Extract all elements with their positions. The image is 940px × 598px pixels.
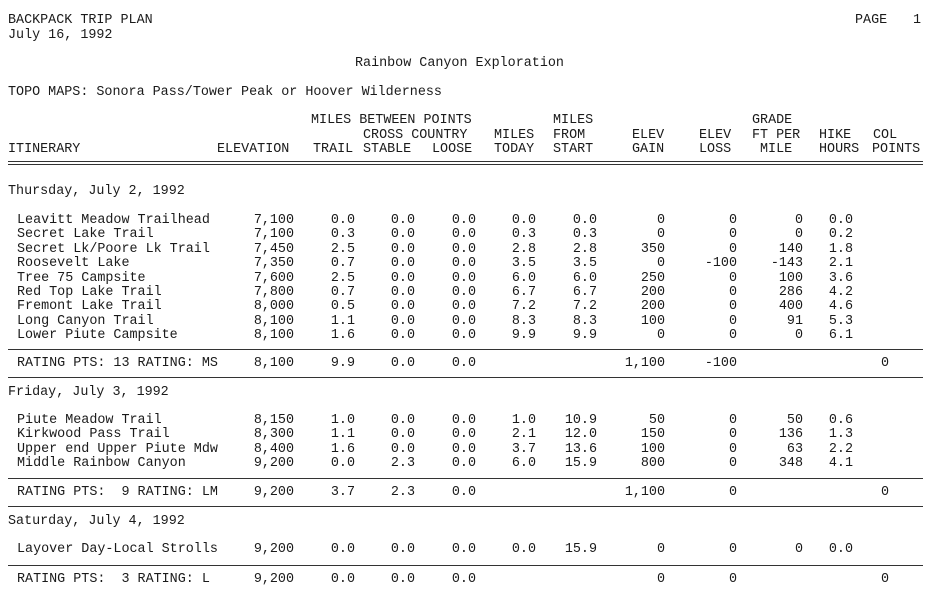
cell-elev-loss: 0 [728, 299, 737, 314]
cell-loose: 0.0 [451, 299, 476, 314]
cell-elevation: 7,600 [253, 271, 294, 286]
cell-hike-hours: 4.6 [828, 299, 853, 314]
col-grade-1: GRADE [752, 113, 793, 128]
waypoint-name: Tree 75 Campsite [17, 271, 146, 286]
cell-elev-loss: 0 [728, 442, 737, 457]
cell-elev-loss: 0 [728, 242, 737, 257]
cell-stable: 0.0 [390, 442, 415, 457]
cell-miles-today: 0.3 [511, 227, 536, 242]
summary-loose: 0.0 [451, 356, 476, 371]
summary-loose: 0.0 [451, 485, 476, 500]
cell-elev-gain: 800 [640, 456, 665, 471]
cell-elevation: 7,350 [253, 256, 294, 271]
header-divider [8, 161, 923, 165]
summary-elev-gain: 1,100 [624, 356, 665, 371]
cell-trail: 1.1 [330, 314, 355, 329]
cell-grade: 63 [786, 442, 803, 457]
cell-hike-hours: 1.8 [828, 242, 853, 257]
cell-trail: 0.5 [330, 299, 355, 314]
cell-elev-gain: 200 [640, 299, 665, 314]
cell-elevation: 8,300 [253, 427, 294, 442]
cell-stable: 0.0 [390, 542, 415, 557]
summary-divider [8, 349, 923, 350]
summary-trail: 9.9 [330, 356, 355, 371]
cell-trail: 0.7 [330, 285, 355, 300]
waypoint-name: Red Top Lake Trail [17, 285, 162, 300]
summary-trail: 3.7 [330, 485, 355, 500]
summary-elev-loss: -100 [704, 356, 737, 371]
summary-col-points: 0 [880, 572, 889, 587]
cell-loose: 0.0 [451, 456, 476, 471]
cell-stable: 0.0 [390, 328, 415, 343]
cell-grade: 136 [778, 427, 803, 442]
waypoint-name: Fremont Lake Trail [17, 299, 162, 314]
cell-miles-from-start: 0.3 [572, 227, 597, 242]
cell-miles-from-start: 6.7 [572, 285, 597, 300]
cell-grade: 0 [794, 542, 803, 557]
cell-stable: 0.0 [390, 285, 415, 300]
col-grade-3: MILE [760, 142, 793, 157]
cell-elev-loss: 0 [728, 213, 737, 228]
cell-hike-hours: 1.3 [828, 427, 853, 442]
waypoint-name: Layover Day-Local Strolls [17, 542, 218, 557]
waypoint-name: Kirkwood Pass Trail [17, 427, 170, 442]
cell-elevation: 7,800 [253, 285, 294, 300]
cell-trail: 1.0 [330, 413, 355, 428]
cell-trail: 2.5 [330, 242, 355, 257]
cell-elevation: 7,100 [253, 227, 294, 242]
cell-elevation: 8,400 [253, 442, 294, 457]
cell-miles-from-start: 2.8 [572, 242, 597, 257]
page-number: 1 [913, 13, 922, 28]
waypoint-name: Upper end Upper Piute Mdw [17, 442, 218, 457]
cell-stable: 0.0 [390, 413, 415, 428]
cell-hike-hours: 2.1 [828, 256, 853, 271]
cell-stable: 0.0 [390, 227, 415, 242]
col-elev-loss-1: ELEV [699, 128, 732, 143]
cell-miles-today: 6.0 [511, 271, 536, 286]
cell-miles-from-start: 15.9 [564, 542, 597, 557]
cell-elev-loss: 0 [728, 285, 737, 300]
col-miles-from-start-2: FROM [553, 128, 586, 143]
summary-loose: 0.0 [451, 572, 476, 587]
cell-elev-loss: 0 [728, 314, 737, 329]
cell-grade: 0 [794, 227, 803, 242]
cell-elev-gain: 200 [640, 285, 665, 300]
section-divider [8, 506, 923, 507]
summary-divider [8, 478, 923, 479]
summary-elev-loss: 0 [728, 572, 737, 587]
cell-hike-hours: 5.3 [828, 314, 853, 329]
cell-elev-gain: 100 [640, 314, 665, 329]
cell-stable: 0.0 [390, 299, 415, 314]
cell-miles-from-start: 13.6 [564, 442, 597, 457]
day-heading: Thursday, July 2, 1992 [8, 184, 185, 199]
summary-elevation: 9,200 [253, 572, 294, 587]
cell-miles-today: 2.1 [511, 427, 536, 442]
cell-elevation: 9,200 [253, 456, 294, 471]
summary-trail: 0.0 [330, 572, 355, 587]
summary-elev-gain: 1,100 [624, 485, 665, 500]
cell-elev-gain: 0 [656, 328, 665, 343]
col-miles-today-1: MILES [494, 128, 535, 143]
cell-loose: 0.0 [451, 442, 476, 457]
cell-elev-loss: -100 [704, 256, 737, 271]
waypoint-name: Secret Lk/Poore Lk Trail [17, 242, 210, 257]
cell-elevation: 8,100 [253, 314, 294, 329]
doc-title: BACKPACK TRIP PLAN [8, 13, 153, 28]
cell-miles-today: 0.0 [511, 213, 536, 228]
cell-trail: 0.0 [330, 213, 355, 228]
cell-miles-today: 6.0 [511, 456, 536, 471]
cell-miles-today: 6.7 [511, 285, 536, 300]
col-miles-from-start-3: START [553, 142, 594, 157]
cell-loose: 0.0 [451, 242, 476, 257]
cell-elev-loss: 0 [728, 542, 737, 557]
summary-col-points: 0 [880, 485, 889, 500]
cell-elev-gain: 0 [656, 542, 665, 557]
cell-loose: 0.0 [451, 285, 476, 300]
col-miles-from-start-1: MILES [553, 113, 594, 128]
cell-loose: 0.0 [451, 413, 476, 428]
waypoint-name: Long Canyon Trail [17, 314, 154, 329]
col-stable: STABLE [363, 142, 412, 157]
cell-elevation: 7,100 [253, 213, 294, 228]
waypoint-name: Roosevelt Lake [17, 256, 130, 271]
day-heading: Saturday, July 4, 1992 [8, 514, 185, 529]
cell-grade: 348 [778, 456, 803, 471]
cell-miles-from-start: 10.9 [564, 413, 597, 428]
cell-loose: 0.0 [451, 328, 476, 343]
cell-elev-loss: 0 [728, 427, 737, 442]
col-miles-today-2: TODAY [494, 142, 535, 157]
cell-grade: 0 [794, 213, 803, 228]
cell-miles-today: 0.0 [511, 542, 536, 557]
summary-elevation: 9,200 [253, 485, 294, 500]
page-label: PAGE [855, 13, 888, 28]
cell-hike-hours: 0.0 [828, 542, 853, 557]
summary-stable: 0.0 [390, 572, 415, 587]
cell-miles-from-start: 0.0 [572, 213, 597, 228]
cell-loose: 0.0 [451, 271, 476, 286]
waypoint-name: Lower Piute Campsite [17, 328, 178, 343]
cell-elev-loss: 0 [728, 413, 737, 428]
cell-grade: 400 [778, 299, 803, 314]
col-elev-loss-2: LOSS [699, 142, 732, 157]
col-itinerary: ITINERARY [8, 142, 81, 157]
cell-miles-today: 8.3 [511, 314, 536, 329]
col-hike-hours-1: HIKE [819, 128, 852, 143]
cell-elev-gain: 350 [640, 242, 665, 257]
cell-elevation: 8,150 [253, 413, 294, 428]
cell-miles-today: 1.0 [511, 413, 536, 428]
rating-summary: RATING PTS: 9 RATING: LM [17, 485, 218, 500]
cell-elev-gain: 100 [640, 442, 665, 457]
col-miles-between-points: MILES BETWEEN POINTS [311, 113, 472, 128]
cell-elev-gain: 150 [640, 427, 665, 442]
summary-col-points: 0 [880, 356, 889, 371]
cell-elevation: 9,200 [253, 542, 294, 557]
cell-grade: 0 [794, 328, 803, 343]
cell-grade: 91 [786, 314, 803, 329]
cell-miles-today: 2.8 [511, 242, 536, 257]
cell-stable: 2.3 [390, 456, 415, 471]
waypoint-name: Piute Meadow Trail [17, 413, 162, 428]
cell-hike-hours: 0.6 [828, 413, 853, 428]
cell-loose: 0.0 [451, 256, 476, 271]
section-divider [8, 377, 923, 378]
topo-maps: TOPO MAPS: Sonora Pass/Tower Peak or Hoover Wilderness [8, 85, 442, 100]
cell-stable: 0.0 [390, 242, 415, 257]
col-trail: TRAIL [313, 142, 354, 157]
col-elevation: ELEVATION [217, 142, 290, 157]
cell-elev-gain: 50 [648, 413, 665, 428]
cell-hike-hours: 0.0 [828, 213, 853, 228]
cell-loose: 0.0 [451, 314, 476, 329]
cell-stable: 0.0 [390, 213, 415, 228]
col-cross-country: CROSS COUNTRY [363, 128, 468, 143]
cell-loose: 0.0 [451, 427, 476, 442]
cell-stable: 0.0 [390, 314, 415, 329]
cell-grade: 286 [778, 285, 803, 300]
summary-stable: 0.0 [390, 356, 415, 371]
waypoint-name: Secret Lake Trail [17, 227, 154, 242]
trip-name: Rainbow Canyon Exploration [355, 56, 564, 71]
cell-trail: 2.5 [330, 271, 355, 286]
waypoint-name: Middle Rainbow Canyon [17, 456, 186, 471]
col-loose: LOOSE [432, 142, 473, 157]
cell-miles-from-start: 3.5 [572, 256, 597, 271]
cell-stable: 0.0 [390, 256, 415, 271]
cell-elev-loss: 0 [728, 456, 737, 471]
cell-elev-loss: 0 [728, 328, 737, 343]
cell-miles-today: 3.5 [511, 256, 536, 271]
cell-trail: 0.0 [330, 456, 355, 471]
cell-miles-from-start: 12.0 [564, 427, 597, 442]
cell-trail: 1.6 [330, 442, 355, 457]
cell-elev-gain: 0 [656, 213, 665, 228]
summary-elevation: 8,100 [253, 356, 294, 371]
cell-loose: 0.0 [451, 227, 476, 242]
cell-elev-gain: 250 [640, 271, 665, 286]
cell-miles-from-start: 9.9 [572, 328, 597, 343]
cell-grade: 100 [778, 271, 803, 286]
cell-loose: 0.0 [451, 213, 476, 228]
summary-divider [8, 565, 923, 566]
cell-miles-from-start: 15.9 [564, 456, 597, 471]
col-grade-2: FT PER [752, 128, 801, 143]
cell-loose: 0.0 [451, 542, 476, 557]
cell-elevation: 8,000 [253, 299, 294, 314]
cell-trail: 0.0 [330, 542, 355, 557]
col-elev-gain-1: ELEV [632, 128, 665, 143]
cell-miles-from-start: 6.0 [572, 271, 597, 286]
cell-trail: 0.7 [330, 256, 355, 271]
cell-trail: 0.3 [330, 227, 355, 242]
cell-stable: 0.0 [390, 427, 415, 442]
col-col-points-1: COL [873, 128, 898, 143]
day-heading: Friday, July 3, 1992 [8, 385, 169, 400]
col-col-points-2: POINTS [872, 142, 921, 157]
rating-summary: RATING PTS: 13 RATING: MS [17, 356, 218, 371]
cell-hike-hours: 0.2 [828, 227, 853, 242]
cell-hike-hours: 6.1 [828, 328, 853, 343]
cell-miles-from-start: 7.2 [572, 299, 597, 314]
summary-elev-loss: 0 [728, 485, 737, 500]
summary-stable: 2.3 [390, 485, 415, 500]
cell-hike-hours: 2.2 [828, 442, 853, 457]
cell-trail: 1.6 [330, 328, 355, 343]
cell-miles-today: 9.9 [511, 328, 536, 343]
cell-elev-gain: 0 [656, 256, 665, 271]
cell-elevation: 8,100 [253, 328, 294, 343]
cell-hike-hours: 4.1 [828, 456, 853, 471]
cell-trail: 1.1 [330, 427, 355, 442]
cell-miles-today: 7.2 [511, 299, 536, 314]
cell-miles-from-start: 8.3 [572, 314, 597, 329]
cell-elev-gain: 0 [656, 227, 665, 242]
cell-hike-hours: 4.2 [828, 285, 853, 300]
cell-miles-today: 3.7 [511, 442, 536, 457]
cell-grade: 50 [786, 413, 803, 428]
summary-elev-gain: 0 [656, 572, 665, 587]
cell-grade: 140 [778, 242, 803, 257]
cell-hike-hours: 3.6 [828, 271, 853, 286]
cell-elev-loss: 0 [728, 271, 737, 286]
cell-elev-loss: 0 [728, 227, 737, 242]
doc-date: July 16, 1992 [8, 28, 113, 43]
waypoint-name: Leavitt Meadow Trailhead [17, 213, 210, 228]
rating-summary: RATING PTS: 3 RATING: L [17, 572, 210, 587]
cell-elevation: 7,450 [253, 242, 294, 257]
cell-grade: -143 [770, 256, 803, 271]
cell-stable: 0.0 [390, 271, 415, 286]
col-hike-hours-2: HOURS [819, 142, 860, 157]
col-elev-gain-2: GAIN [632, 142, 665, 157]
